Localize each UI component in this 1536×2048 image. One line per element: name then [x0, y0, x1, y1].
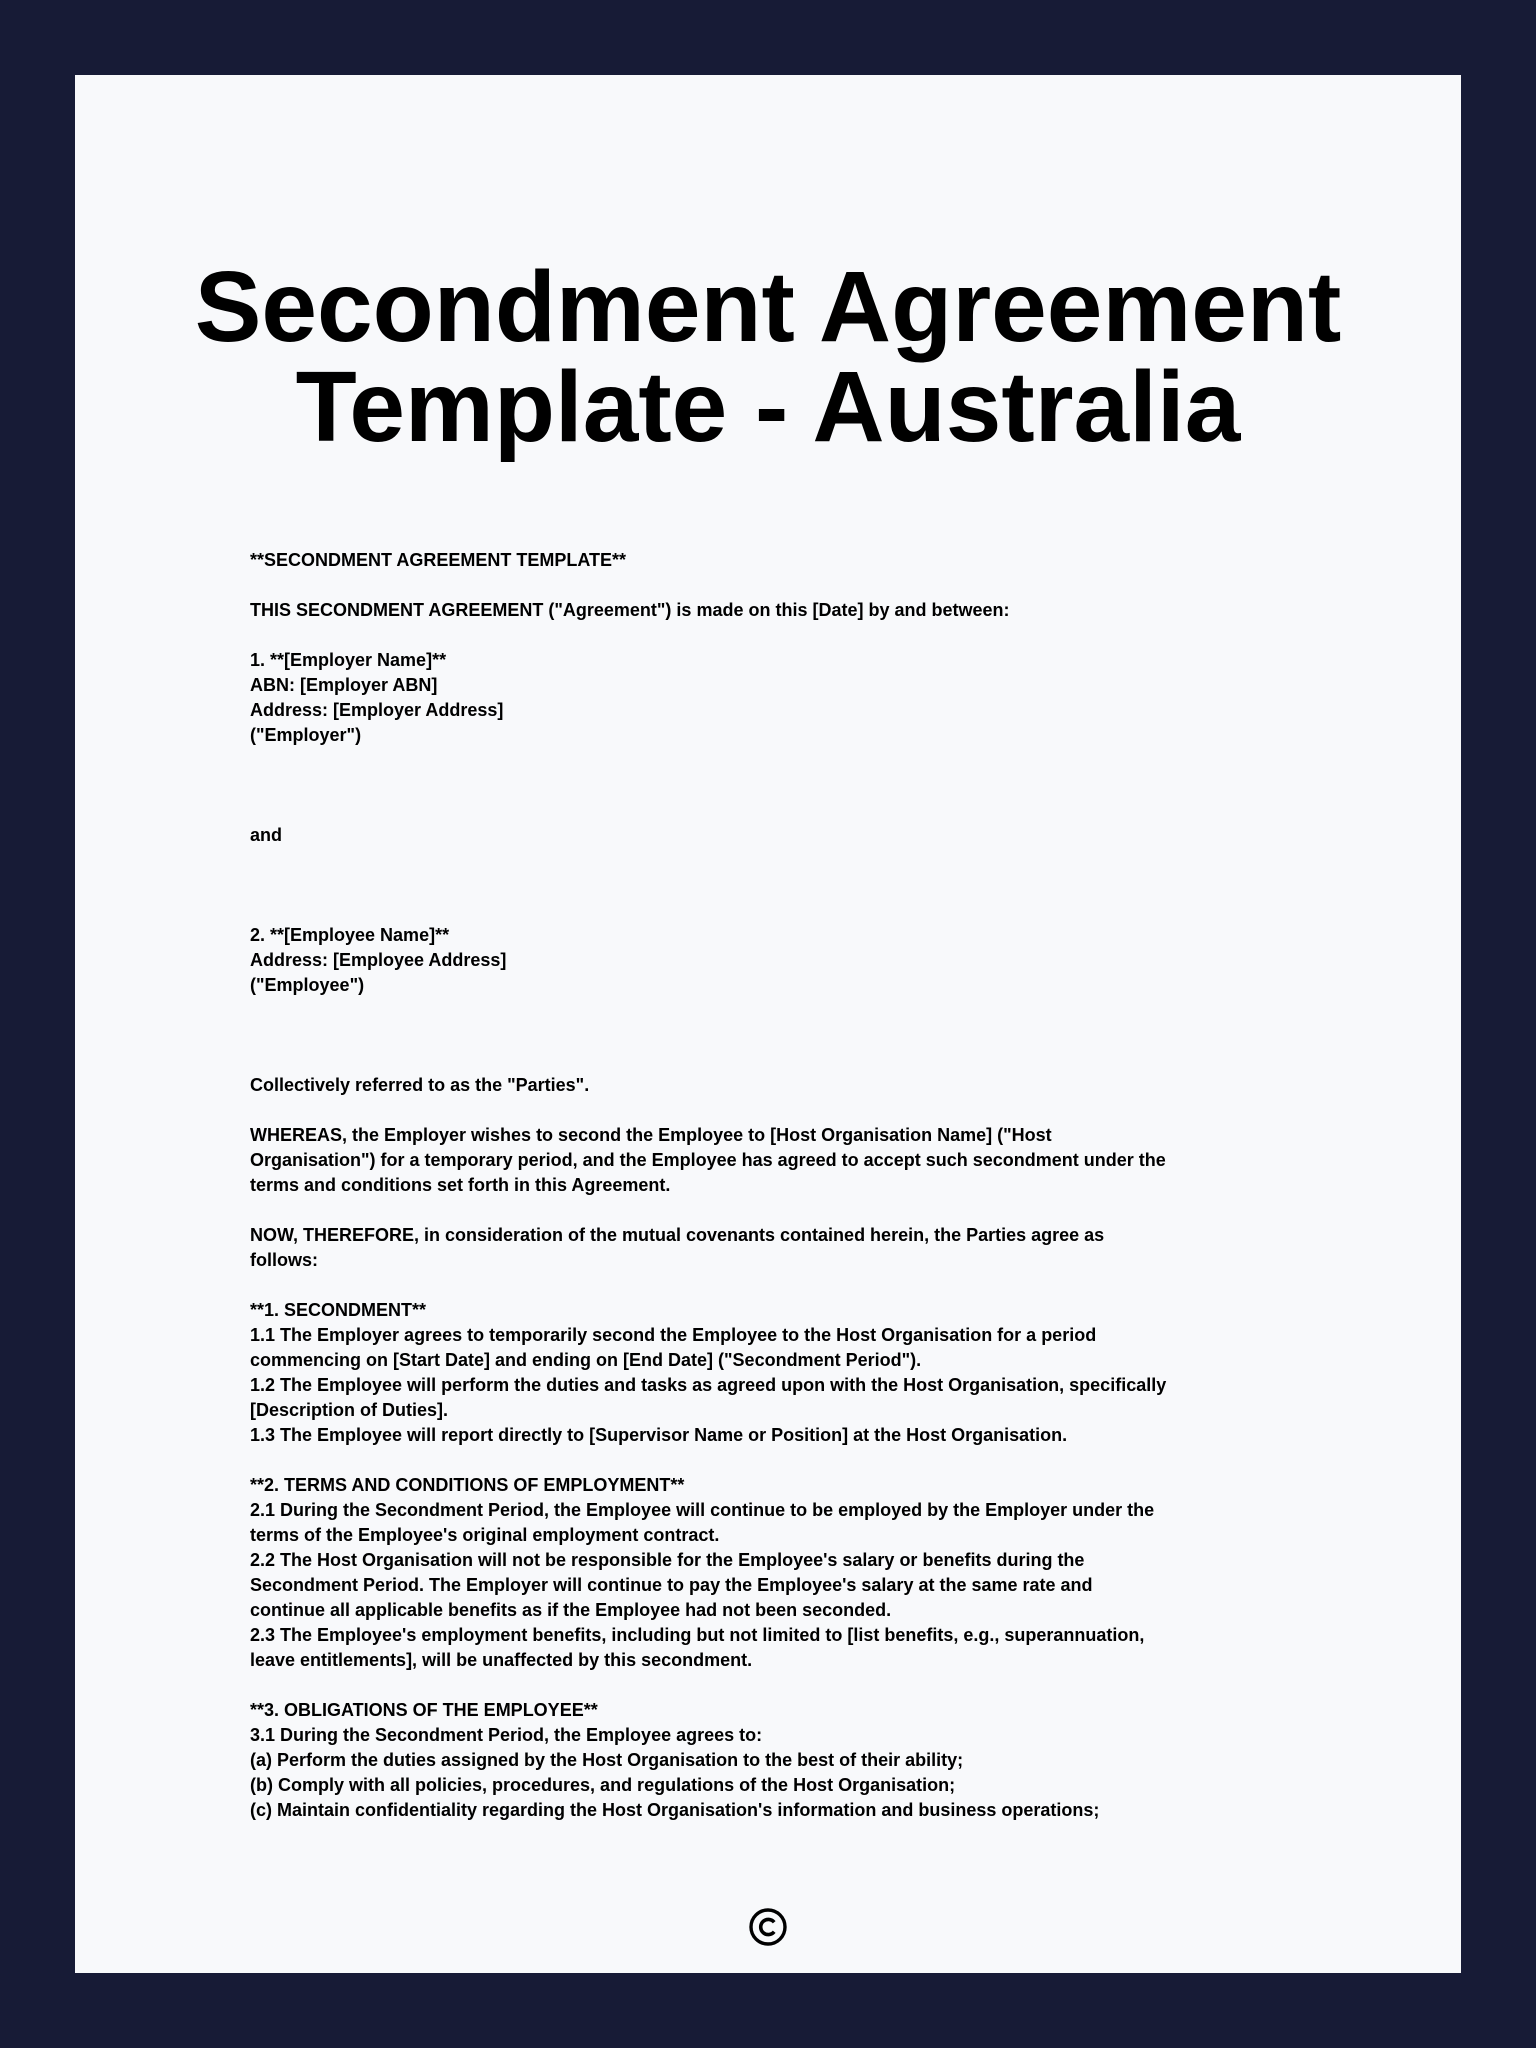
section-obligations: [250, 1698, 1310, 1823]
spacer: [250, 1048, 1310, 1073]
employee-address: Address: [Employee Address]: [250, 950, 507, 970]
document-page: [75, 75, 1461, 1973]
spacer: [250, 848, 1310, 873]
party-employee: [250, 923, 1310, 998]
spacer: [250, 1023, 1310, 1048]
text-line: continue all applicable benefits as if the Employee had not been seconded.: [250, 1600, 892, 1620]
spacer: [250, 573, 1310, 598]
text-line: [Description of Duties].: [250, 1400, 449, 1420]
intro-paragraph: THIS SECONDMENT AGREEMENT ("Agreement") is made on this [Date] by and between:: [250, 600, 1010, 620]
whereas-paragraph: [250, 1123, 1310, 1198]
section-heading: **2. TERMS AND CONDITIONS OF EMPLOYMENT**: [250, 1475, 685, 1495]
text-line: (a) Perform the duties assigned by the Host Organisation to the best of their ability;: [250, 1750, 964, 1770]
employer-label: ("Employer"): [250, 725, 362, 745]
employee-label: ("Employee"): [250, 975, 365, 995]
now-therefore-paragraph: [250, 1223, 1310, 1273]
text-line: terms and conditions set forth in this Agreement.: [250, 1175, 671, 1195]
page-title: [75, 251, 1461, 463]
section-heading: **1. SECONDMENT**: [250, 1300, 427, 1320]
text-line: Organisation") for a temporary period, and the Employee has agreed to accept such secondment under the: [250, 1150, 1166, 1170]
text-line: follows:: [250, 1250, 318, 1270]
employer-address: Address: [Employer Address]: [250, 700, 504, 720]
document-heading: **SECONDMENT AGREEMENT TEMPLATE**: [250, 550, 627, 570]
spacer: [250, 1273, 1310, 1298]
text-line: 2.1 During the Secondment Period, the Employee will continue to be employed by the Employer under the: [250, 1500, 1155, 1520]
text-line: (c) Maintain confidentiality regarding the Host Organisation's information and business operations;: [250, 1800, 1100, 1820]
spacer: [250, 798, 1310, 823]
spacer: [250, 1098, 1310, 1123]
text-line: leave entitlements], will be unaffected by this secondment.: [250, 1650, 753, 1670]
employer-name: 1. **[Employer Name]**: [250, 650, 447, 670]
spacer: [250, 1673, 1310, 1698]
party-employer: [250, 648, 1310, 748]
spacer: [250, 873, 1310, 898]
section-secondment: [250, 1298, 1310, 1448]
text-line: 1.2 The Employee will perform the duties and tasks as agreed upon with the Host Organisation, specifically: [250, 1375, 1167, 1395]
text-line: 3.1 During the Secondment Period, the Employee agrees to:: [250, 1725, 763, 1745]
footer: [75, 1907, 1461, 1947]
title-line-2: Template - Australia: [295, 351, 1241, 463]
and-separator: and: [250, 825, 283, 845]
spacer: [250, 773, 1310, 798]
spacer: [250, 1198, 1310, 1223]
spacer: [250, 898, 1310, 923]
text-line: 1.3 The Employee will report directly to [Supervisor Name or Position] at the Host Organisation.: [250, 1425, 1068, 1445]
text-line: terms of the Employee's original employment contract.: [250, 1525, 720, 1545]
spacer: [250, 623, 1310, 648]
text-line: 2.3 The Employee's employment benefits, including but not limited to [list benefits, e.g., superannuation,: [250, 1625, 1145, 1645]
text-line: WHEREAS, the Employer wishes to second the Employee to [Host Organisation Name] ("Host: [250, 1125, 1052, 1145]
employer-abn: ABN: [Employer ABN]: [250, 675, 438, 695]
spacer: [250, 1448, 1310, 1473]
copyright-icon: [748, 1907, 788, 1947]
section-heading: **3. OBLIGATIONS OF THE EMPLOYEE**: [250, 1700, 598, 1720]
spacer: [250, 998, 1310, 1023]
document-body: [250, 548, 1310, 1823]
text-line: 2.2 The Host Organisation will not be responsible for the Employee's salary or benefits during the: [250, 1550, 1085, 1570]
text-line: 1.1 The Employer agrees to temporarily second the Employee to the Host Organisation for a period: [250, 1325, 1097, 1345]
text-line: NOW, THEREFORE, in consideration of the mutual covenants contained herein, the Parties agree as: [250, 1225, 1105, 1245]
text-line: commencing on [Start Date] and ending on [End Date] ("Secondment Period").: [250, 1350, 922, 1370]
spacer: [250, 748, 1310, 773]
title-line-1: Secondment Agreement: [194, 251, 1342, 363]
text-line: (b) Comply with all policies, procedures, and regulations of the Host Organisation;: [250, 1775, 956, 1795]
employee-name: 2. **[Employee Name]**: [250, 925, 450, 945]
collectively-paragraph: Collectively referred to as the "Parties".: [250, 1075, 590, 1095]
text-line: Secondment Period. The Employer will continue to pay the Employee's salary at the same rate and: [250, 1575, 1093, 1595]
section-terms-and-conditions: [250, 1473, 1310, 1673]
